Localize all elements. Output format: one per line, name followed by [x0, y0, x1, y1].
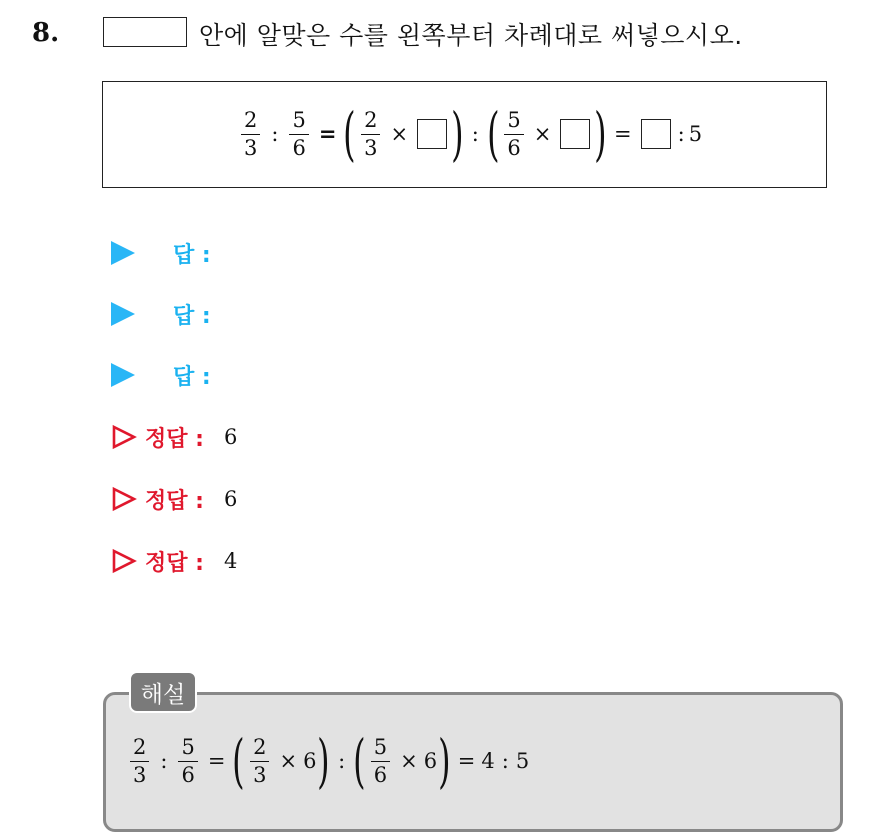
denominator: 3: [130, 761, 149, 786]
explanation-tab: 해설: [129, 671, 197, 713]
fraction: [130, 734, 149, 787]
fraction: [250, 734, 269, 787]
denominator: 3: [361, 134, 380, 159]
play-arrow-icon: [111, 241, 135, 265]
colon: :: [471, 122, 479, 146]
multiplier: 6: [423, 749, 438, 773]
fraction: [289, 107, 308, 160]
answer-row[interactable]: [111, 358, 211, 392]
answer-label: 답 :: [173, 303, 211, 329]
answer-blank-3[interactable]: [641, 119, 671, 149]
fraction: [241, 107, 260, 160]
explanation-panel: [103, 692, 843, 832]
left-paren: (: [353, 727, 366, 795]
left-paren: (: [343, 100, 356, 168]
explanation-equation: [126, 721, 529, 801]
play-arrow-icon: [111, 363, 135, 387]
correct-answer-label: 정답 :: [145, 550, 204, 576]
left-paren: (: [232, 727, 245, 795]
numerator: 5: [292, 107, 306, 132]
answer-row[interactable]: [111, 297, 211, 331]
equals-sign: =: [457, 749, 476, 773]
denominator: 3: [241, 134, 260, 159]
colon: :: [160, 749, 168, 773]
ratio-second-term: 5: [688, 122, 703, 146]
correct-answer-row: [111, 544, 237, 578]
numerator: 2: [133, 734, 147, 759]
ratio-second-term: 5: [515, 749, 530, 773]
triangle-outline-icon: [111, 424, 137, 450]
question-number: 8.: [32, 18, 60, 48]
equation: [237, 98, 702, 170]
answer-label: 답 :: [173, 364, 211, 390]
multiplier: 6: [303, 749, 317, 773]
times-sign: ×: [533, 122, 552, 146]
numerator: 2: [253, 734, 267, 759]
left-paren: (: [486, 100, 500, 168]
question-instruction: 안에 알맞은 수를 왼쪽부터 차례대로 써넣으시오.: [199, 21, 743, 50]
right-paren: ): [317, 727, 330, 795]
equals-sign: =: [318, 122, 337, 146]
answer-blank-box: [103, 17, 187, 47]
answer-label: 답 :: [173, 242, 211, 268]
correct-answer-label: 정답 :: [145, 488, 204, 514]
correct-answer-row: [111, 482, 237, 516]
numerator: 5: [373, 734, 388, 759]
correct-answer-value: 4: [223, 549, 238, 573]
fraction: [178, 734, 197, 787]
answer-blank-2[interactable]: [560, 119, 590, 149]
triangle-outline-icon: [111, 486, 137, 512]
colon: :: [501, 749, 509, 773]
fraction: [361, 107, 380, 160]
right-paren: ): [594, 100, 607, 168]
correct-answer-value: 6: [223, 487, 238, 511]
colon: :: [271, 122, 279, 146]
correct-answer-value: 6: [223, 425, 238, 449]
numerator: 2: [364, 107, 378, 132]
times-sign: ×: [279, 749, 298, 773]
equals-sign: =: [614, 122, 632, 146]
denominator: 6: [371, 761, 390, 786]
correct-answer-label: 정답 :: [145, 426, 204, 452]
times-sign: ×: [400, 749, 418, 773]
colon: :: [677, 122, 685, 146]
denominator: 3: [250, 761, 269, 786]
denominator: 6: [178, 761, 197, 786]
colon: :: [338, 749, 346, 773]
equals-sign: =: [207, 749, 226, 773]
right-paren: ): [451, 100, 464, 168]
correct-answer-row: [111, 420, 237, 454]
fraction: [504, 107, 523, 160]
times-sign: ×: [390, 122, 409, 146]
denominator: 6: [289, 134, 308, 159]
triangle-outline-icon: [111, 548, 137, 574]
ratio-first-term: 4: [481, 749, 495, 773]
play-arrow-icon: [111, 302, 135, 326]
right-paren: ): [438, 727, 451, 795]
denominator: 6: [504, 134, 523, 159]
numerator: 2: [244, 107, 258, 132]
fraction: [371, 734, 390, 787]
equation-panel: [102, 81, 827, 188]
numerator: 5: [507, 107, 521, 132]
answer-blank-1[interactable]: [417, 119, 447, 149]
answer-row[interactable]: [111, 236, 211, 270]
numerator: 5: [181, 734, 195, 759]
